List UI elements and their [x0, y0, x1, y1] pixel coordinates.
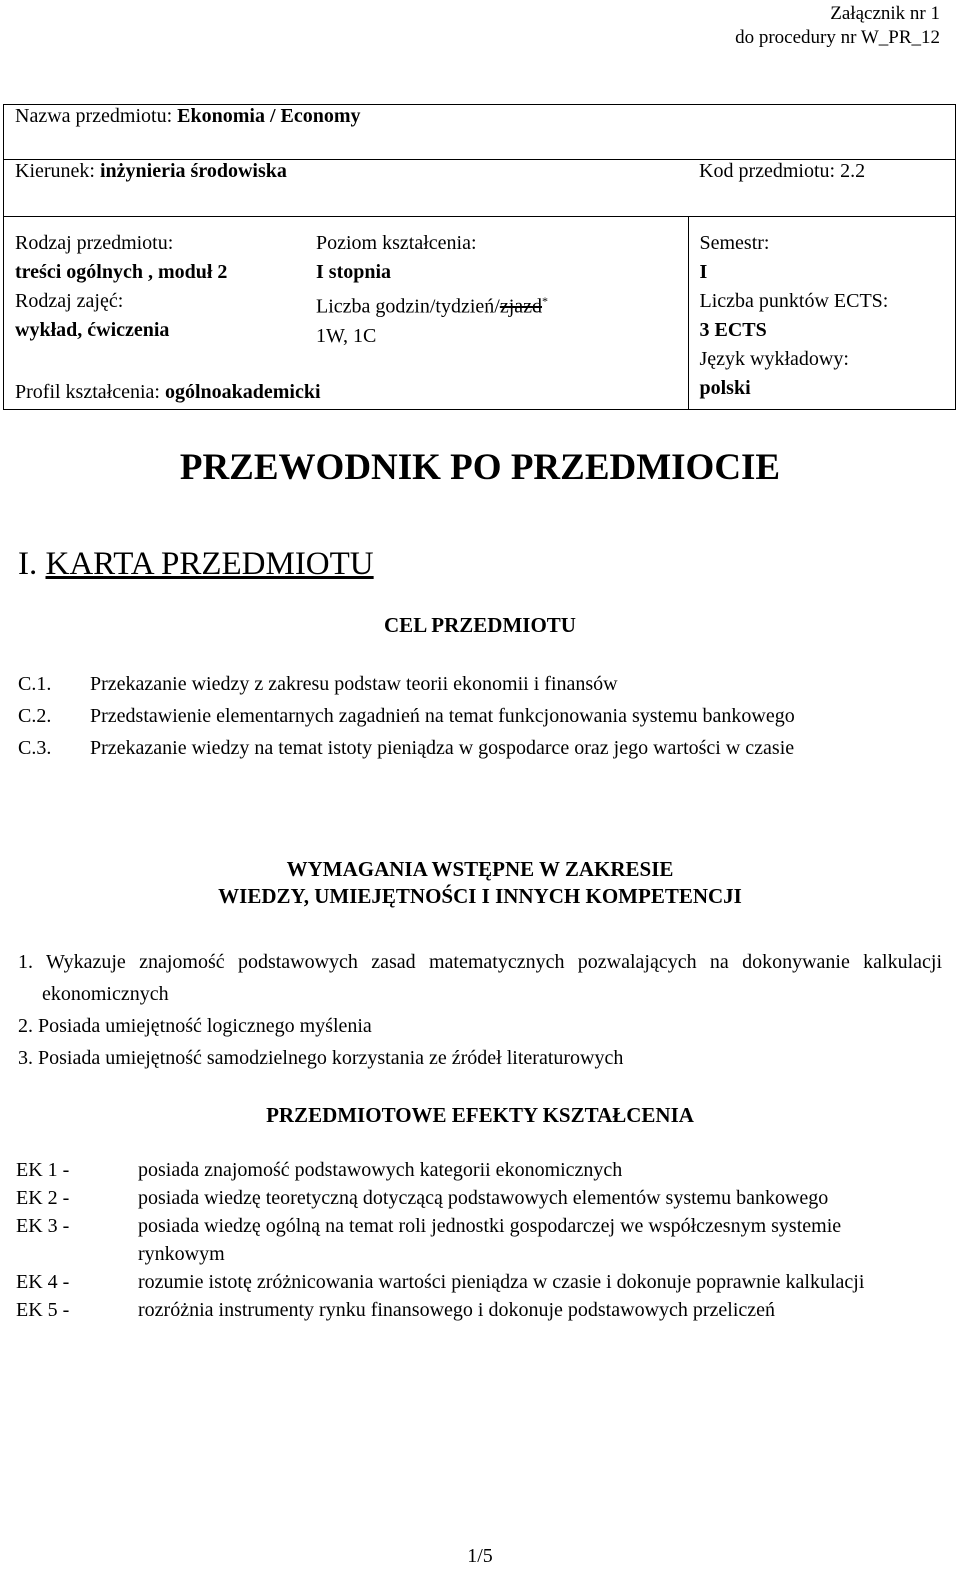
effect-item: [16, 1268, 946, 1296]
goals-list: [18, 668, 938, 764]
effect-item: [16, 1212, 946, 1268]
subject-name-value: Ekonomia / Economy: [177, 105, 361, 127]
hours-value: 1W, 1C: [316, 324, 377, 347]
page-number: 1/5: [467, 1545, 493, 1567]
level-label: Poziom kształcenia:: [316, 232, 477, 254]
effect-code: EK 5 -: [16, 1299, 70, 1321]
goal-text: Przekazanie wiedzy z zakresu podstaw teorii ekonomii i finansów: [90, 673, 618, 695]
semester-value: I: [699, 261, 708, 283]
effect-item: [16, 1184, 946, 1212]
course-info-table: [3, 104, 956, 410]
goal-number: C.1.: [18, 673, 52, 695]
profile-label: Profil kształcenia:: [15, 380, 160, 403]
requirements-list: [18, 946, 942, 1074]
profile-cell: [4, 381, 689, 410]
field-value: inżynieria środowiska: [99, 160, 287, 182]
goal-number: C.3.: [18, 737, 52, 759]
language-value: polski: [699, 377, 751, 399]
effect-text: posiada wiedzę ogólną na temat roli jednostki gospodarczej we współczesnym systemie rynkowym: [138, 1215, 842, 1265]
requirements-heading-line1: WYMAGANIA WSTĘPNE W ZAKRESIE: [286, 857, 674, 881]
effect-text: rozróżnia instrumenty rynku finansowego i dokonuje podstawowych przeliczeń: [138, 1299, 776, 1321]
goal-item: [18, 668, 938, 700]
code-label: Kod przedmiotu:: [699, 160, 836, 182]
requirement-item: 1. Wykazuje znajomość podstawowych zasad matematycznych pozwalających na dokonywanie kalkulacji ekonomicznych: [18, 951, 942, 1005]
effect-text: posiada wiedzę teoretyczną dotyczącą podstawowych elementów systemu bankowego: [138, 1187, 829, 1209]
attachment-note-line2: do procedury nr W_PR_12: [735, 27, 940, 48]
profile-value: ogólnoakademicki: [164, 380, 321, 403]
effect-item: [16, 1296, 946, 1324]
goal-text: Przekazanie wiedzy na temat istoty pieniądza w gospodarce oraz jego wartości w czasie: [90, 737, 795, 759]
level-value: I stopnia: [316, 261, 392, 283]
field-label: Kierunek:: [15, 160, 95, 182]
type-label: Rodzaj przedmiotu:: [15, 232, 174, 254]
requirement-item: 2. Posiada umiejętność logicznego myślenia: [18, 1015, 372, 1037]
type-cell: [4, 217, 317, 381]
requirements-heading-line2: WIEDZY, UMIEJĘTNOŚCI I INNYCH KOMPETENCJI: [218, 884, 742, 908]
requirement-item: 3. Posiada umiejętność samodzielnego korzystania ze źródeł literaturowych: [18, 1047, 624, 1069]
semester-cell: [688, 217, 956, 410]
ects-label: Liczba punktów ECTS:: [699, 290, 889, 312]
effect-text: rozumie istotę zróżnicowania wartości pieniądza w czasie i dokonuje poprawnie kalkulacji: [138, 1271, 865, 1293]
effect-code: EK 1 -: [16, 1159, 70, 1181]
code-value: 2.2: [840, 160, 866, 182]
semester-label: Semestr:: [699, 232, 770, 254]
classes-value: wykład, ćwiczenia: [15, 319, 170, 341]
effect-text: posiada znajomość podstawowych kategorii ekonomicznych: [138, 1159, 623, 1181]
effect-code: EK 4 -: [16, 1271, 70, 1293]
code-cell: [688, 160, 956, 217]
ects-value: 3 ECTS: [699, 319, 767, 341]
effects-heading: PRZEDMIOTOWE EFEKTY KSZTAŁCENIA: [266, 1103, 694, 1127]
language-label: Język wykładowy:: [699, 348, 849, 370]
effects-list: [16, 1156, 946, 1324]
hours-label: Liczba godzin/tydzień/zjazd*: [316, 294, 549, 318]
goal-number: C.2.: [18, 705, 52, 727]
goals-heading: CEL PRZEDMIOTU: [384, 613, 576, 637]
type-value: treści ogólnych , moduł 2: [15, 261, 228, 283]
goal-text: Przedstawienie elementarnych zagadnień na temat funkcjonowania systemu bankowego: [90, 705, 795, 727]
effect-code: EK 3 -: [16, 1215, 70, 1237]
part-heading: [18, 546, 374, 583]
subject-name-cell: [4, 105, 956, 160]
page-title: PRZEWODNIK PO PRZEDMIOCIE: [179, 447, 781, 488]
field-cell: [4, 160, 689, 217]
effect-code: EK 2 -: [16, 1187, 70, 1209]
classes-label: Rodzaj zajęć:: [15, 290, 124, 312]
part-title: KARTA PRZEDMIOTU: [45, 546, 374, 582]
level-cell: [316, 217, 688, 381]
effect-item: [16, 1156, 946, 1184]
subject-name-label: Nazwa przedmiotu:: [15, 105, 173, 127]
attachment-note-line1: Załącznik nr 1: [830, 3, 940, 24]
goal-item: [18, 700, 938, 732]
attachment-note: [735, 2, 940, 50]
goal-item: [18, 732, 938, 764]
requirements-heading: [0, 856, 960, 910]
part-number: I.: [18, 546, 38, 582]
